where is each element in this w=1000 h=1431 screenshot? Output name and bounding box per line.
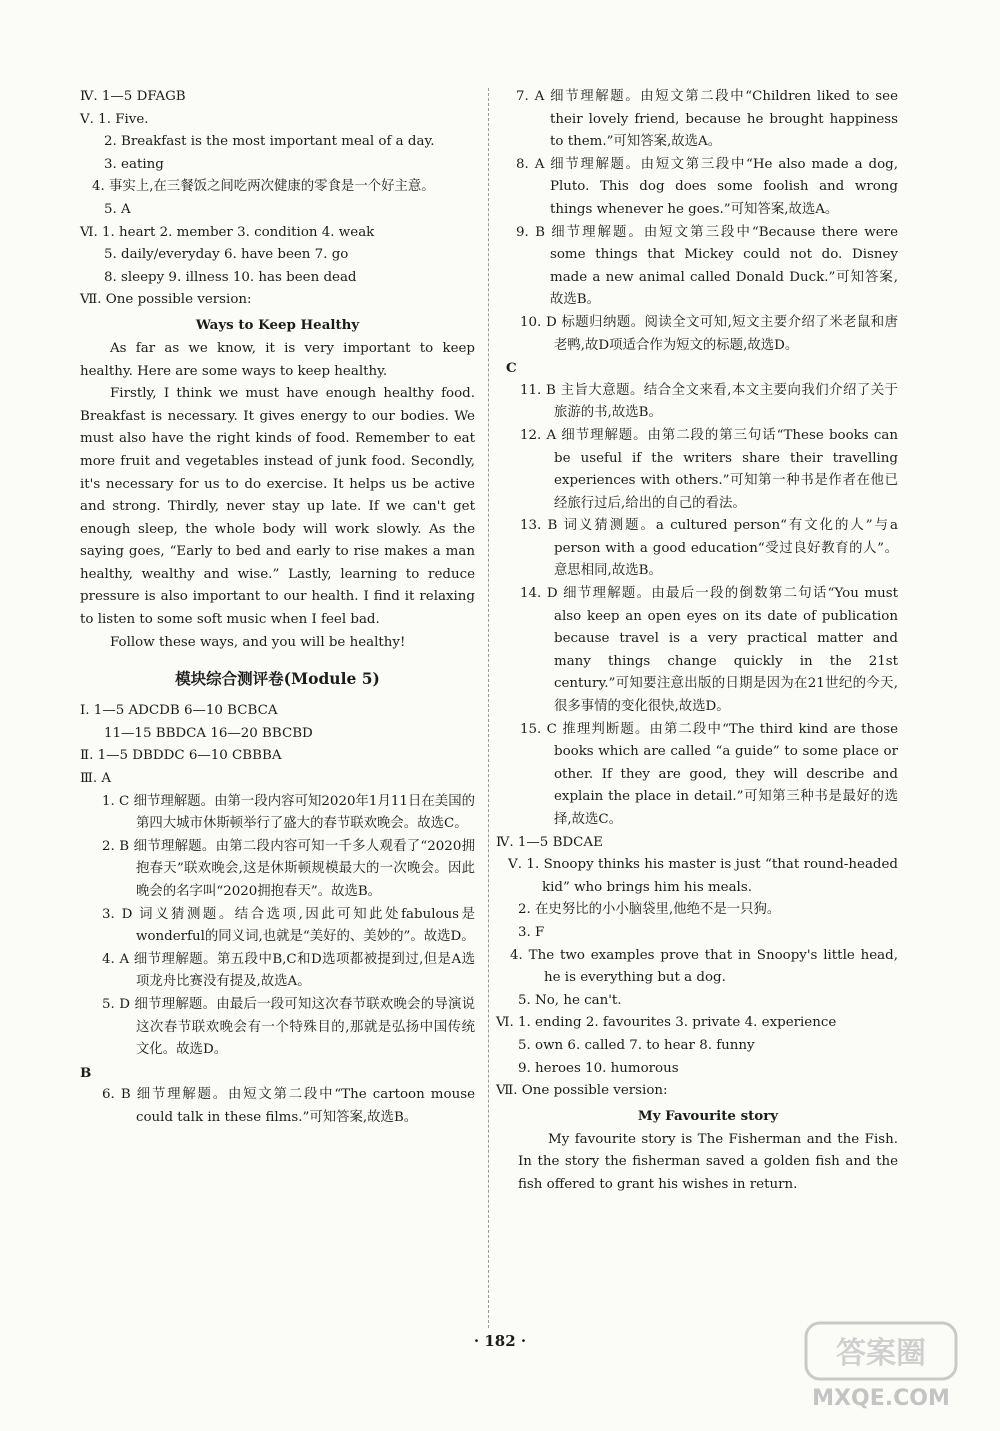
answer-explanation: 15. C 推理判断题。由第二段中“The third kind are those books which are called “a guide” to some place or other. If they are good, they will describe and explain the place in detail.”可知第三种书是最好的选择,故选C。 <box>520 721 898 827</box>
section-vi-row: 9. heroes 10. humorous <box>518 1060 679 1076</box>
answer-explanation: 5. D 细节理解题。由最后一段可知这次春节联欢晚会的导演说这次春节联欢晚会有一个特殊目的,那就是弘扬中国传统文化。故选D。 <box>102 996 475 1058</box>
answer-explanation: 4. A 细节理解题。第五段中B,C和D选项都被提到过,但是A选项龙舟比赛没有提及,故选A。 <box>102 951 475 990</box>
essay-paragraph: As far as we know, it is very important to keep healthy. Here are some ways to keep healthy. <box>80 340 475 379</box>
answer-explanation: 6. B 细节理解题。由短文第二段中“The cartoon mouse could talk in these films.”可知答案,故选B。 <box>102 1087 475 1125</box>
section-v-item: 3. eating <box>104 156 164 172</box>
answer-explanation: 11. B 主旨大意题。结合全文来看,本文主要向我们介绍了关于旅游的书,故选B。 <box>520 382 898 421</box>
essay-paragraph: Firstly, I think we must have enough healthy food. Breakfast is necessary. It gives energy to our bodies. We must also have the right kinds of food. Remember to eat more fruit and vegetables instead of junk food. Secondly, it's necessary for us to do exercise. It helps us be active and strong. Thirdly, never stay up late. If we can't get enough sleep, the whole body will work slowly. As the saying goes, “Early to bed and early to rise makes a man healthy, wealthy and wise.” Lastly, learning to reduce pressure is also important to our health. I find it relaxing to listen to some soft music when I feel bad. <box>80 386 475 628</box>
svg-text:答案圈: 答案圈 <box>836 1336 926 1371</box>
answer-explanation: 2. B 细节理解题。由第二段内容可知一千多人观看了“2020拥抱春天”联欢晚会,这是休斯顿规模最大的一次晚会。因此晚会的名字叫“2020拥抱春天”。故选B。 <box>102 838 475 899</box>
section-i-answers: 11—15 BBDCA 16—20 BBCBD <box>104 725 313 741</box>
section-vi-row: 5. own 6. called 7. to hear 8. funny <box>518 1037 755 1053</box>
answer-explanation: 12. A 细节理解题。由第二段的第三句话“These books can be useful if the writers share their travelling experiences with others.”可知第一种书是作者在他已经旅行过后,给出的自己的看法。 <box>520 427 898 511</box>
section-vi-row: 8. sleepy 9. illness 10. has been dead <box>104 269 357 285</box>
answer-explanation: 13. B 词义猜测题。a cultured person“有文化的人”与a person with a good education“受过良好教育的人”。意思相同,故选B。 <box>520 518 898 579</box>
svg-text:MXQE.COM: MXQE.COM <box>812 1386 950 1411</box>
right-column <box>496 86 898 1197</box>
section-i-answers: Ⅰ. 1—5 ADCDB 6—10 BCBCA <box>80 703 278 719</box>
site-watermark-logo <box>786 1317 976 1413</box>
section-vi-row: Ⅵ. 1. heart 2. member 3. condition 4. weak <box>80 224 375 240</box>
section-v-item: 5. No, he can't. <box>518 992 622 1008</box>
essay-title: Ways to Keep Healthy <box>195 316 360 333</box>
section-vi-row: 5. daily/everyday 6. have been 7. go <box>104 247 349 263</box>
section-iii-label: Ⅲ. A <box>80 771 112 787</box>
section-iv-answers: Ⅳ. 1—5 DFAGB <box>80 89 186 104</box>
section-v-item: 3. F <box>518 924 545 940</box>
section-v-item: Ⅴ. 1. Five. <box>80 111 149 127</box>
answer-explanation: 1. C 细节理解题。由第一段内容可知2020年1月11日在美国的第四大城市休斯顿举行了盛大的春节联欢晚会。故选C。 <box>102 793 475 832</box>
answer-explanation: 7. A 细节理解题。由短文第二段中“Children liked to see their lovely friend, because he brought happiness to them.”可知答案,故选A。 <box>516 89 898 150</box>
section-v-item: 2. Breakfast is the most important meal of a day. <box>104 134 435 150</box>
column-divider <box>488 88 489 1328</box>
essay-title: My Favourite story <box>637 1107 779 1124</box>
section-v-item: 5. A <box>104 201 131 217</box>
part-c-label: C <box>506 360 517 377</box>
section-ii-answers: Ⅱ. 1—5 DBDDC 6—10 CBBBA <box>80 748 282 764</box>
module-test-title: 模块综合测评卷(Module 5) <box>175 669 380 689</box>
essay-paragraph: My favourite story is The Fisherman and the Fish. In the story the fisherman saved a golden fish and the fish offered to grant his wishes in return. <box>518 1131 898 1192</box>
answer-explanation: 9. B 细节理解题。由短文第三段中“Because there were some things that Mickey could not do. Disney made a new animal called Donald Duck.”可知答案,故选B。 <box>516 224 898 308</box>
section-v-item: 4. The two examples prove that in Snoopy's little head, he is everything but a dog. <box>510 947 898 986</box>
essay-paragraph: Follow these ways, and you will be healthy! <box>110 634 406 650</box>
section-v-item: Ⅴ. 1. Snoopy thinks his master is just “that round-headed kid” who brings him his meals. <box>508 857 898 895</box>
answer-explanation: 8. A 细节理解题。由短文第三段中“He also made a dog, Pluto. This dog does some foolish and wrong things whenever he goes.”可知答案,故选A。 <box>516 156 898 217</box>
answer-explanation: 14. D 细节理解题。由最后一段的倒数第二句话“You must also keep an open eyes on its date of publication because travel is a very practical matter and many things change quickly in the 21st century.”可知要注意出版的日期是因为在21世纪的今天,很多事情的变化很快,故选D。 <box>520 586 898 715</box>
answer-explanation: 10. D 标题归纳题。阅读全文可知,短文主要介绍了米老鼠和唐老鸭,故D项适合作为短文的标题,故选D。 <box>520 314 898 353</box>
part-b-label: B <box>80 1064 92 1081</box>
page-number: · 182 · <box>473 1332 527 1350</box>
section-iv-answers: Ⅳ. 1—5 BDCAE <box>496 834 603 850</box>
section-v-item: 4. 事实上,在三餐饭之间吃两次健康的零食是一个好主意。 <box>92 179 435 195</box>
section-vii-intro: Ⅶ. One possible version: <box>80 292 252 308</box>
section-vii-intro: Ⅶ. One possible version: <box>496 1083 668 1099</box>
section-vi-row: Ⅵ. 1. ending 2. favourites 3. private 4. experience <box>496 1015 837 1031</box>
section-v-item: 2. 在史努比的小小脑袋里,他绝不是一只狗。 <box>518 902 781 918</box>
answer-explanation: 3. D 词义猜测题。结合选项,因此可知此处fabulous是wonderful的同义词,也就是“美好的、美妙的”。故选D。 <box>102 906 475 945</box>
left-column <box>80 86 475 1130</box>
